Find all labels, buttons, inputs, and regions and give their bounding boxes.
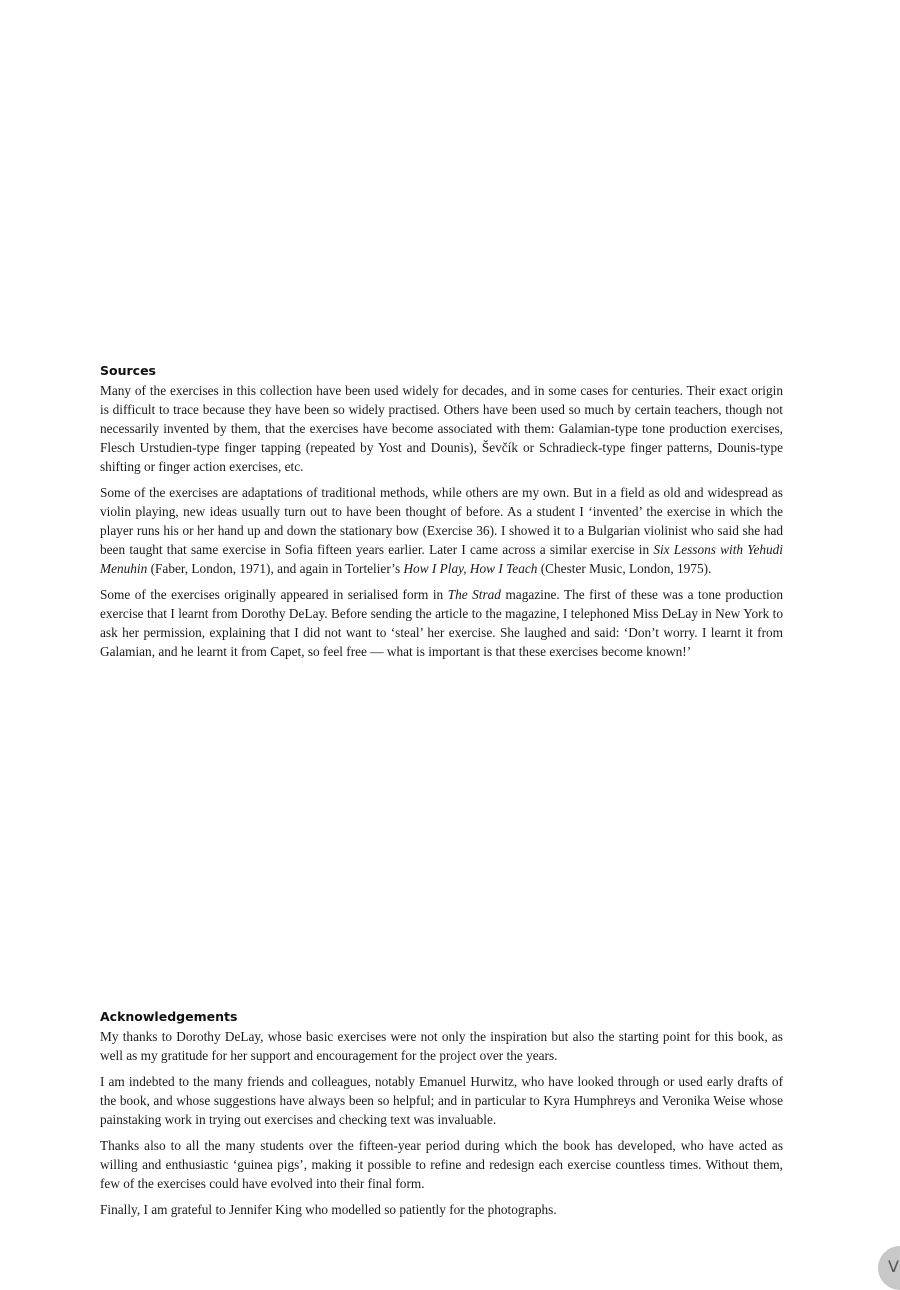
sources-paragraph-1: Many of the exercises in this collection have been used widely for decades, and in some cases for centuries. Their exact origin is difficult to trace because they have been so widely practised. Others have been used so much by certain teachers, though not necessarily invented by them, that the exercises have become associated with them: Galamian-type tone production exercises, Flesch Urstudien-type finger tapping (repeated by Yost and Dounis), Ševčík or Schradieck-type finger patterns, Dounis-type shifting or finger action exercises, etc. (100, 383, 783, 474)
sources-paragraph-2-text-b: (Faber, London, 1971), and again in Tortelier’s (147, 561, 404, 576)
sources-heading: Sources (100, 363, 156, 378)
acknowledgements-section (100, 1008, 783, 1226)
acknowledgements-paragraph-1: My thanks to Dorothy DeLay, whose basic exercises were not only the inspiration but also the starting point for this book, as well as my gratitude for her support and encouragement for the project over the years. (100, 1029, 783, 1063)
page-number-tab (878, 1246, 900, 1290)
page-number: V (888, 1257, 899, 1276)
acknowledgements-heading: Acknowledgements (100, 1009, 238, 1024)
sources-paragraph-2-text-c: (Chester Music, London, 1975). (537, 561, 712, 576)
sources-paragraph-3 (100, 585, 783, 661)
acknowledgements-paragraph-2: I am indebted to the many friends and colleagues, notably Emanuel Hurwitz, who have looked through or used early drafts of the book, and whose suggestions have always been so helpful; and in particular to Kyra Humphreys and Veronika Weise whose painstaking work in trying out exercises and checking text was invaluable. (100, 1074, 783, 1127)
book-title-tortelier: How I Play, How I Teach (403, 561, 538, 576)
sources-paragraph-2 (100, 483, 783, 578)
sources-section (100, 362, 783, 668)
acknowledgements-paragraph-3: Thanks also to all the many students over the fifteen-year period during which the book has developed, who have acted as willing and enthusiastic ‘guinea pigs’, making it possible to refine and redesign each exercise countless times. Without them, few of the exercises could have evolved into their final form. (100, 1138, 783, 1191)
sources-paragraph-3-text-b: magazine. The first of these was a tone production exercise that I learnt from Dorothy DeLay. Before sending the article to the magazine, I telephoned Miss DeLay in New York to ask her permission, explaining that I did not want to ‘steal’ her exercise. She laughed and said: ‘Don’t worry. I learnt it from Galamian, and he learnt it from Capet, so feel free — what is important is that these exercises become known!’ (100, 587, 784, 659)
sources-paragraph-3-text-a: Some of the exercises originally appeared in serialised form in (100, 587, 448, 602)
sources-paragraph-2-text-a: Some of the exercises are adaptations of traditional methods, while others are my own. But in a field as old and widespread as violin playing, new ideas usually turn out to have been thought of before. As a student I ‘invented’ the exercise in which the player runs his or her hand up and down the stationary bow (Exercise 36). I showed it to a Bulgarian violinist who said she had been taught that same exercise in Sofia fifteen years earlier. Later I came across a similar exercise in (100, 485, 783, 557)
acknowledgements-paragraph-4: Finally, I am grateful to Jennifer King who modelled so patiently for the photographs. (100, 1202, 557, 1217)
magazine-title: The Strad (447, 587, 501, 602)
book-title-menuhin: Six Lessons with Yehudi Menuhin (100, 542, 783, 576)
